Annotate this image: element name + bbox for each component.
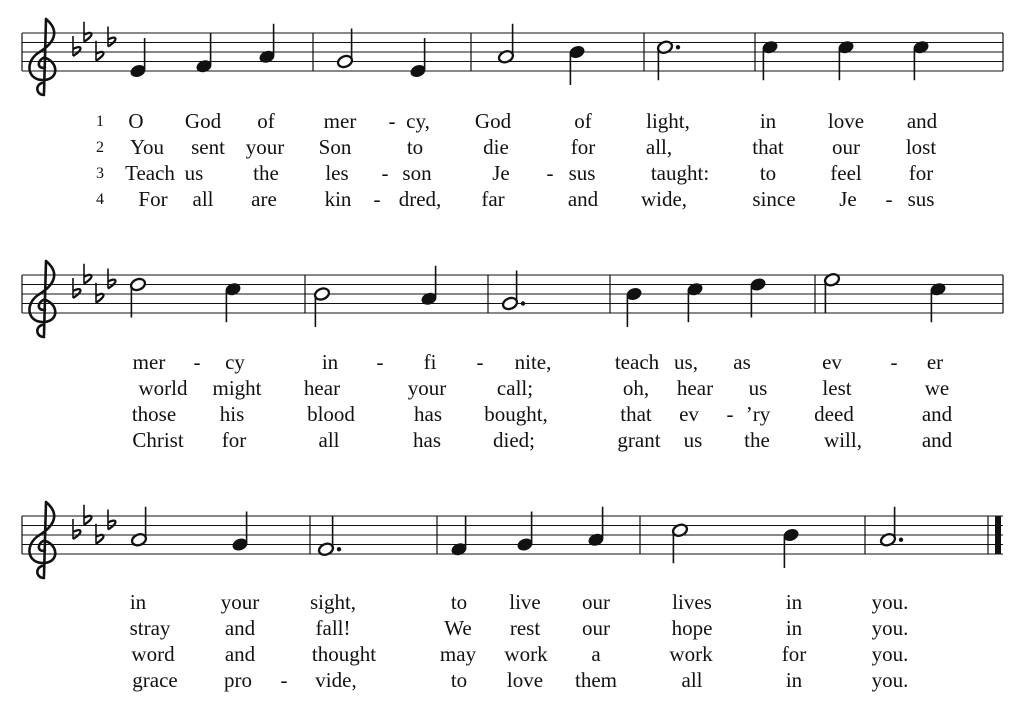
lyric-syllable: the xyxy=(253,161,279,185)
lyric-syllable: We xyxy=(444,616,472,640)
lyric-syllable: us xyxy=(748,376,768,400)
note xyxy=(231,512,248,553)
lyric-syllable: all xyxy=(192,187,214,211)
note xyxy=(912,40,929,81)
note xyxy=(568,44,585,85)
lyric-syllable: teach xyxy=(614,350,660,374)
note xyxy=(313,286,330,327)
treble-clef-icon xyxy=(29,502,55,578)
lyric-syllable: love xyxy=(506,668,544,692)
lyric-syllable: work xyxy=(504,642,548,666)
note xyxy=(224,282,241,323)
lyric-hyphen: - xyxy=(388,109,396,133)
note xyxy=(450,516,467,557)
lyric-syllable: sight, xyxy=(309,590,357,614)
lyric-syllable: to xyxy=(759,161,777,185)
lyric-syllable: God xyxy=(474,109,512,133)
lyric-syllable: light, xyxy=(646,109,690,133)
lyric-syllable: les xyxy=(325,161,349,185)
lyric-hyphen: - xyxy=(373,187,381,211)
note xyxy=(129,38,146,79)
lyric-syllable: and xyxy=(921,428,953,452)
note xyxy=(749,277,766,318)
note xyxy=(317,516,341,557)
lyric-syllable: pro xyxy=(224,668,252,692)
lyric-syllable: the xyxy=(744,428,770,452)
lyric-syllable: might xyxy=(212,376,262,400)
lyric-syllable: call; xyxy=(496,376,534,400)
lyric-hyphen: - xyxy=(193,350,201,374)
note xyxy=(686,282,703,323)
note xyxy=(823,272,840,313)
lyric-syllable: love xyxy=(827,109,865,133)
lyric-syllable: in xyxy=(129,590,147,614)
note xyxy=(671,523,688,564)
lyric-syllable: you. xyxy=(871,668,909,692)
lyric-hyphen: - xyxy=(376,350,384,374)
flat-bowl xyxy=(84,33,92,42)
note xyxy=(587,507,604,548)
lyric-syllable: God xyxy=(184,109,222,133)
lyric-syllable: For xyxy=(138,187,168,211)
flat-bowl xyxy=(84,516,92,525)
lyric-syllable: to xyxy=(406,135,424,159)
lyric-syllable: and xyxy=(224,616,256,640)
verse-number: 3 xyxy=(96,165,104,182)
note xyxy=(625,286,642,327)
lyric-syllable: hear xyxy=(303,376,341,400)
note xyxy=(761,40,778,81)
lyric-syllable: Je xyxy=(839,187,857,211)
lyric-syllable: you. xyxy=(871,590,909,614)
note-dot xyxy=(337,547,341,551)
lyric-syllable: sent xyxy=(191,135,225,159)
lyric-syllable: die xyxy=(483,135,509,159)
note xyxy=(879,507,903,548)
lyric-hyphen: - xyxy=(885,187,893,211)
lyric-syllable: to xyxy=(450,668,468,692)
lyric-hyphen: - xyxy=(381,161,389,185)
note-dot xyxy=(899,538,903,542)
lyric-syllable: kin xyxy=(324,187,352,211)
note xyxy=(656,40,680,81)
lyric-syllable: our xyxy=(582,590,610,614)
note-dot xyxy=(676,45,680,49)
verse-number: 2 xyxy=(96,139,104,156)
lyric-syllable: hope xyxy=(671,616,713,640)
lyric-syllable: of xyxy=(574,109,592,133)
lyric-syllable: all xyxy=(318,428,340,452)
lyric-syllable: for xyxy=(221,428,247,452)
lyric-syllable: Christ xyxy=(132,428,184,452)
lyric-syllable: and xyxy=(224,642,256,666)
lyric-syllable: O xyxy=(128,109,144,133)
flat-bowl xyxy=(84,275,92,284)
lyric-syllable: will, xyxy=(824,428,862,452)
lyric-syllable: lives xyxy=(672,590,712,614)
lyric-hyphen: - xyxy=(726,402,734,426)
lyric-syllable: taught: xyxy=(650,161,710,185)
lyric-syllable: thought xyxy=(311,642,377,666)
lyric-syllable: and xyxy=(921,402,953,426)
lyric-syllable: them xyxy=(575,668,617,692)
lyric-syllable: grant xyxy=(617,428,661,452)
note xyxy=(130,507,147,548)
note xyxy=(129,277,146,318)
lyric-hyphen: - xyxy=(890,350,898,374)
lyric-syllable: deed xyxy=(814,402,854,426)
lyric-syllable: has xyxy=(414,402,442,426)
treble-clef-stroke xyxy=(29,261,55,337)
lyric-syllable: us xyxy=(683,428,703,452)
lyric-hyphen: - xyxy=(476,350,484,374)
lyric-syllable: stray xyxy=(129,616,171,640)
treble-clef-stroke xyxy=(29,19,55,95)
lyric-syllable: vide, xyxy=(315,668,357,692)
flat-bowl xyxy=(96,294,104,303)
lyric-syllable: your xyxy=(407,376,447,400)
lyric-syllable: mer xyxy=(323,109,357,133)
final-barline-thick xyxy=(995,516,1001,554)
note xyxy=(782,527,799,568)
lyric-syllable: in xyxy=(759,109,777,133)
lyric-syllable: mer xyxy=(132,350,166,374)
lyric-syllable: Je xyxy=(492,161,510,185)
lyric-syllable: us xyxy=(184,161,204,185)
lyric-syllable: sus xyxy=(907,187,935,211)
lyric-syllable: cy xyxy=(225,350,245,374)
lyric-syllable: You xyxy=(129,135,165,159)
lyric-syllable: us, xyxy=(674,350,698,374)
lyric-syllable: our xyxy=(582,616,610,640)
note xyxy=(516,512,533,553)
lyric-syllable: dred, xyxy=(398,187,442,211)
verse-number: 1 xyxy=(96,113,104,130)
note xyxy=(195,33,212,74)
lyric-syllable: word xyxy=(131,642,175,666)
lyric-syllable: cy, xyxy=(406,109,430,133)
lyric-syllable: his xyxy=(219,402,245,426)
lyric-syllable: ev xyxy=(822,350,842,374)
lyric-syllable: for xyxy=(908,161,934,185)
lyric-syllable: feel xyxy=(830,161,862,185)
note xyxy=(497,24,514,65)
lyric-hyphen: - xyxy=(546,161,554,185)
lyric-syllable: sus xyxy=(568,161,596,185)
note xyxy=(837,40,854,81)
lyric-syllable: fall! xyxy=(315,616,351,640)
lyric-syllable: for xyxy=(570,135,596,159)
lyric-syllable: that xyxy=(752,135,784,159)
note xyxy=(501,271,525,312)
treble-clef-stroke xyxy=(29,502,55,578)
lyric-syllable: are xyxy=(251,187,277,211)
lyric-syllable: our xyxy=(832,135,860,159)
lyric-syllable: that xyxy=(620,402,652,426)
lyric-syllable: you. xyxy=(871,616,909,640)
lyric-syllable: blood xyxy=(307,402,355,426)
flat-bowl xyxy=(96,535,104,544)
lyric-syllable: has xyxy=(413,428,441,452)
lyric-syllable: ev xyxy=(679,402,699,426)
lyric-syllable: all, xyxy=(645,135,673,159)
lyric-syllable: all xyxy=(681,668,703,692)
lyric-syllable: er xyxy=(926,350,944,374)
lyric-syllable: work xyxy=(669,642,713,666)
lyric-syllable: in xyxy=(321,350,339,374)
lyric-syllable: Teach xyxy=(125,161,175,185)
lyric-syllable: oh, xyxy=(622,376,650,400)
lyric-hyphen: - xyxy=(280,668,288,692)
lyric-syllable: your xyxy=(220,590,260,614)
lyric-syllable: fi xyxy=(423,350,437,374)
treble-clef-icon xyxy=(29,19,55,95)
lyric-syllable: lest xyxy=(822,376,852,400)
lyric-syllable: bought, xyxy=(484,402,548,426)
lyric-syllable: your xyxy=(245,135,285,159)
lyric-syllable: and xyxy=(906,109,938,133)
lyric-syllable: son xyxy=(402,161,432,185)
lyric-syllable: for xyxy=(781,642,807,666)
lyric-syllable: we xyxy=(924,376,950,400)
note xyxy=(420,266,437,307)
lyric-syllable: live xyxy=(509,590,541,614)
lyric-syllable: hear xyxy=(676,376,714,400)
lyric-syllable: world xyxy=(138,376,188,400)
note xyxy=(409,38,426,79)
lyric-syllable: in xyxy=(785,668,803,692)
lyric-syllable: lost xyxy=(905,135,937,159)
lyric-syllable: a xyxy=(591,642,601,666)
lyric-syllable: as xyxy=(733,350,751,374)
lyric-syllable: may xyxy=(439,642,477,666)
treble-clef-icon xyxy=(29,261,55,337)
lyric-syllable: and xyxy=(567,187,599,211)
lyric-syllable: of xyxy=(257,109,275,133)
lyric-syllable: to xyxy=(450,590,468,614)
lyric-syllable: grace xyxy=(132,668,178,692)
lyric-syllable: died; xyxy=(493,428,535,452)
note xyxy=(336,29,353,70)
lyric-syllable: in xyxy=(785,590,803,614)
lyric-syllable: you. xyxy=(871,642,909,666)
note xyxy=(929,282,946,323)
lyric-syllable: in xyxy=(785,616,803,640)
lyric-syllable: far xyxy=(481,187,505,211)
lyric-syllable: ’ry xyxy=(745,402,771,426)
lyric-syllable: nite, xyxy=(514,350,552,374)
flat-bowl xyxy=(96,52,104,61)
note-dot xyxy=(521,301,525,305)
note xyxy=(258,24,275,65)
lyric-syllable: rest xyxy=(509,616,541,640)
lyric-syllable: Son xyxy=(318,135,352,159)
lyric-syllable: those xyxy=(131,402,177,426)
lyric-syllable: wide, xyxy=(640,187,688,211)
lyric-syllable: since xyxy=(752,187,796,211)
verse-number: 4 xyxy=(96,191,104,208)
